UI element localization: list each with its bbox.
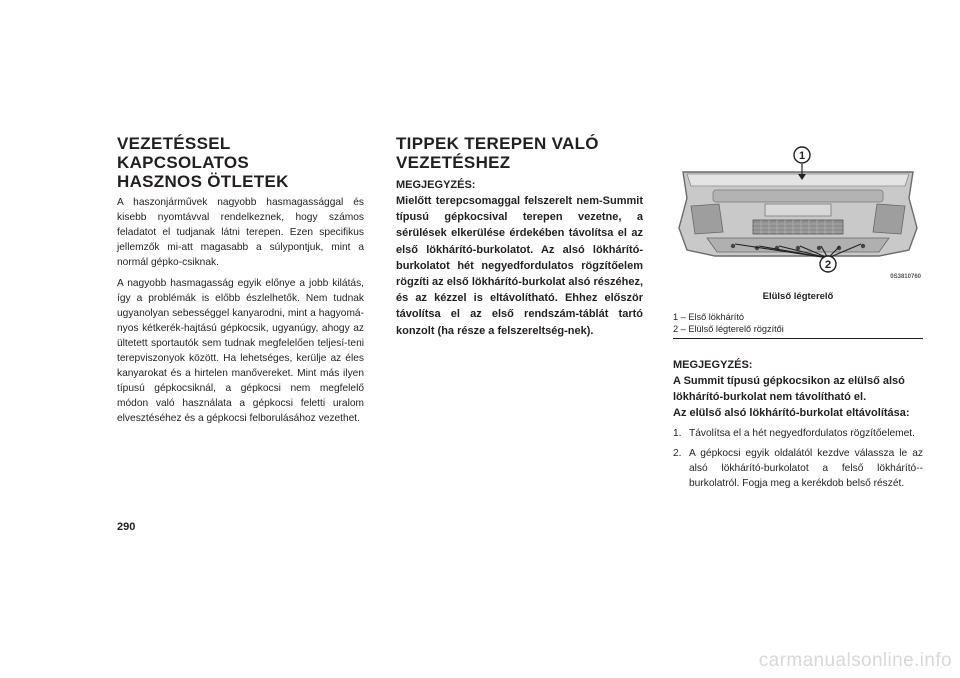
title-line: TIPPEK TEREPEN VALÓ	[396, 134, 599, 153]
page-number: 290	[117, 521, 136, 533]
section-title-offroad-tips	[396, 134, 643, 172]
paragraph: A nagyobb hasmagasság egyik előnye a jobb kilátás, így a problémák is előbb észlelhetők. Nem tudnak ugyanolyan sebességgel kanyarodni, mint a hagyomá-nyos kétkerék-hajtású gépkocsik, ugyanúgy, ahogy az ültetett sportautók sem tudnak megfelelően teljesí-teni terepviszonyok között. Ha lehetséges, kerülje az éles kanyarokat és a hirtelen manővereket. Mint más ilyen típusú gépkocsiknál, a gépkocsi nem megfelelő módon való használata a gépkocsi feletti uralom elvesztéséhez és a gépkocsi felborulásához vezethet.	[117, 278, 364, 424]
right-column	[673, 357, 923, 496]
note-heading: MEGJEGYZÉS:	[396, 179, 476, 191]
legend-divider	[673, 338, 923, 339]
step-item	[673, 446, 923, 491]
note-text: Mielőtt terepcsomaggal felszerelt nem-Summit típusú gépkocsival terepen vezetne, a sérülések elkerülése érdekében távolítsa el az első lökhárító-burkolatot. Az alsó lökhárító-burkolatot hét negyedfordulatos rögzítőelem rögzíti az első lökhárító-burkolat alsó részéhez, és az kézzel is eltávolítható. Ehhez először távolítsa el az első rendszám-táblát tartó konzolt (ha része a felszereltség-nek).	[396, 195, 643, 337]
step-item	[673, 426, 923, 441]
paragraph: A haszonjárművek nagyobb hasmagassággal és kisebb nyomtávval rendelkeznek, hogy számos feladatot el tudjanak látni terepen. Ezen specifikus jellemzők mi-att magasabb a súlypontjuk, mint a normál gépko-csiknak.	[117, 197, 364, 268]
figure-legend	[673, 311, 923, 339]
front-bumper-illustration	[673, 140, 923, 288]
title-line: VEZETÉSSEL KAPCSOLATOS	[117, 134, 250, 172]
step-text: Távolítsa el a hét negyedfordulatos rögzítőelemet.	[689, 428, 915, 439]
title-line: VEZETÉSHEZ	[396, 153, 511, 172]
note-text: A Summit típusú gépkocsikon az elülső alsó lökhárító-burkolat nem távolítható el.	[673, 375, 905, 403]
legend-item: 2 – Elülső légterelő rögzítői	[673, 324, 784, 334]
step-number: 1.	[673, 428, 682, 439]
removal-steps	[673, 426, 923, 491]
note-heading: MEGJEGYZÉS:	[673, 359, 753, 371]
watermark: carmanualsonline.info	[758, 650, 952, 671]
figure-caption: Elülső légterelő	[762, 291, 834, 302]
figure-code: 0S3810760	[890, 274, 921, 280]
step-number: 2.	[673, 448, 682, 459]
legend-item: 1 – Első lökhárító	[673, 312, 744, 322]
left-column	[117, 134, 364, 432]
note-subheading: Az elülső alsó lökhárító-burkolat eltávolítása:	[673, 407, 910, 419]
middle-column	[396, 134, 643, 339]
callout-2-label: 2	[824, 259, 832, 271]
step-text: A gépkocsi egyik oldalától kezdve válassza le az alsó lökhárító-burkolatot a felső lökhárító--burkolatról. Fogja meg a kerékdob belső részét.	[689, 448, 923, 489]
callout-1-label: 1	[798, 150, 806, 162]
section-title-driving-tips	[117, 134, 364, 191]
title-line: HASZNOS ÖTLETEK	[117, 172, 289, 191]
